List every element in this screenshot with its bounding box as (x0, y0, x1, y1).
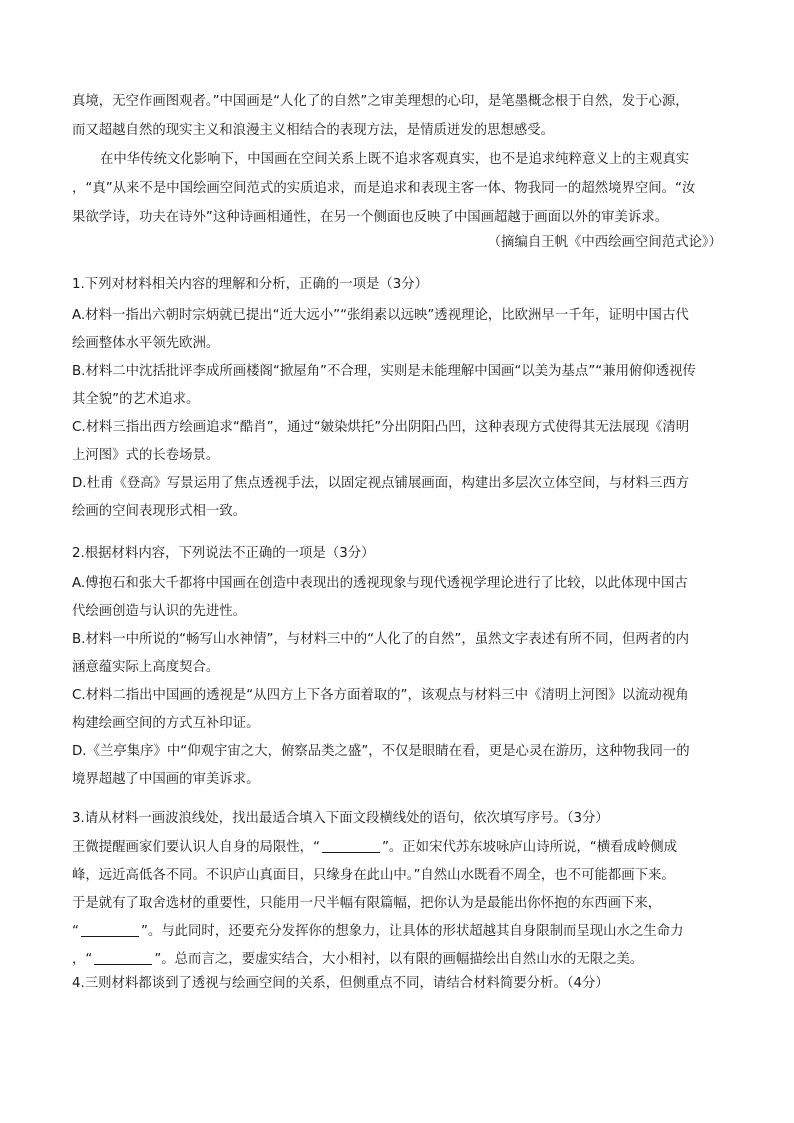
passage-line-2: 而又超越自然的现实主义和浪漫主义相结合的表现方法，是情质迸发的思想感受。 (72, 123, 555, 138)
q2-option-a: A.傅抱石和张大千都将中国画在创造中表现出的透视现象与现代透视学理论进行了比较，以此体现中国古 (72, 576, 688, 591)
q1-option-c-cont: 上河图》式的长卷场景。 (72, 448, 220, 463)
q2-option-d-cont: 境界超越了中国画的审美诉求。 (72, 772, 260, 787)
q3-line-4 (72, 922, 722, 942)
q2-stem: 2.根据材料内容，下列说法不正确的一项是（3分） (72, 546, 375, 561)
q3-line-1-post: ”。正如宋代苏东坡咏庐山诗所说，“横看成岭侧成 (381, 840, 678, 855)
q3-blank-3[interactable] (94, 950, 152, 965)
q2-option-d: D.《兰亭集序》中“仰观宇宙之大，俯察品类之盛”，不仅是眼睛在看，更是心灵在游历，这种物我同一的 (72, 744, 690, 759)
q1-option-c: C.材料三指出西方绘画追求“酷肖”，通过“皴染烘托”分出阴阳凸凹，这种表现方式使得其无法展现《清明 (72, 420, 690, 435)
q3-line-1 (72, 838, 722, 858)
q3-line-2: 峰，远近高低各不同。不识庐山真面目，只缘身在此山中。”自然山水既看不周全，也不可能都画下来。 (72, 868, 675, 883)
q1-option-d-cont: 绘画的空间表现形式相一致。 (72, 504, 247, 519)
q3-line-4-pre: “ (72, 924, 79, 939)
passage-line-4: ，“真”从来不是中国绘画空间范式的实质追求，而是追求和表现主客一体、物我同一的超然境界空间。“汝 (72, 181, 696, 196)
q3-stem: 3.请从材料一画波浪线处，找出最适合填入下面文段横线处的语句，依次填写序号。（3分） (72, 811, 609, 826)
q2-option-c: C.材料二指出中国画的透视是“从四方上下各方面着取的”，该观点与材料三中《清明上河图》以流动视角 (72, 688, 689, 703)
q1-option-d: D.杜甫《登高》写景运用了焦点透视手法，以固定视点铺展画面，构建出多层次立体空间，与材料三西方 (72, 476, 690, 491)
q3-blank-2[interactable] (81, 922, 139, 937)
q4-stem: 4.三则材料都谈到了透视与绘画空间的关系，但侧重点不同，请结合材料简要分析。（4分） (72, 976, 609, 991)
passage-line-1: 真境，无空作画图观者。”中国画是“人化了的自然”之审美理想的心印，是笔墨概念根于自然，发于心源， (72, 94, 689, 109)
q3-line-4-post: ”。与此同时，还要充分发挥你的想象力，让具体的形状超越其自身限制而呈现山水之生命力 (140, 924, 684, 939)
q1-option-b-cont: 其全貌”的艺术追求。 (72, 392, 200, 407)
q1-stem: 1.下列对材料相关内容的理解和分析，正确的一项是（3分） (72, 277, 429, 292)
passage-source: （摘编自王帆《中西绘画空间范式论》） (487, 235, 722, 250)
q2-option-c-cont: 构建绘画空间的方式互补印证。 (72, 716, 260, 731)
q1-option-a: A.材料一指出六朝时宗炳就已提出“近大远小”“张绢素以远映”透视理论，比欧洲早一千年，证明中国古代 (72, 308, 689, 323)
passage-line-5: 果欲学诗，功夫在诗外”这种诗画相通性，在另一个侧面也反映了中国画超越于画面以外的审美诉求。 (72, 210, 669, 225)
q3-line-5 (72, 950, 722, 970)
q3-line-5-pre: ，“ (72, 952, 93, 967)
q2-option-b-cont: 涵意蕴实际上高度契合。 (72, 660, 220, 675)
q3-line-3: 于是就有了取舍选材的重要性，只能用一尺半幅有限篇幅，把你认为是最能出你怀抱的东西画下来， (72, 896, 662, 911)
q3-blank-1[interactable] (322, 838, 380, 853)
q1-option-b: B.材料二中沈括批评李成所画楼阁“掀屋角”不合理，实则是未能理解中国画“以美为基点”“兼用俯仰透视传 (72, 364, 696, 379)
passage-paragraph-start: 在中华传统文化影响下，中国画在空间关系上既不追求客观真实，也不是追求纯粹意义上的主观真实 (100, 152, 690, 167)
q2-option-a-cont: 代绘画创造与认识的先进性。 (72, 604, 247, 619)
q2-option-b: B.材料一中所说的“畅写山水神情”，与材料三中的“人化了的自然”，虽然文字表述有所不同，但两者的内 (72, 632, 689, 647)
q3-line-5-post: ”。总而言之，要虚实结合，大小相衬，以有限的画幅描绘出自然山水的无限之美。 (154, 952, 644, 967)
q3-line-1-pre: 王微提醒画家们要认识人自身的局限性，“ (72, 840, 320, 855)
q1-option-a-cont: 绘画整体水平领先欧洲。 (72, 336, 220, 351)
